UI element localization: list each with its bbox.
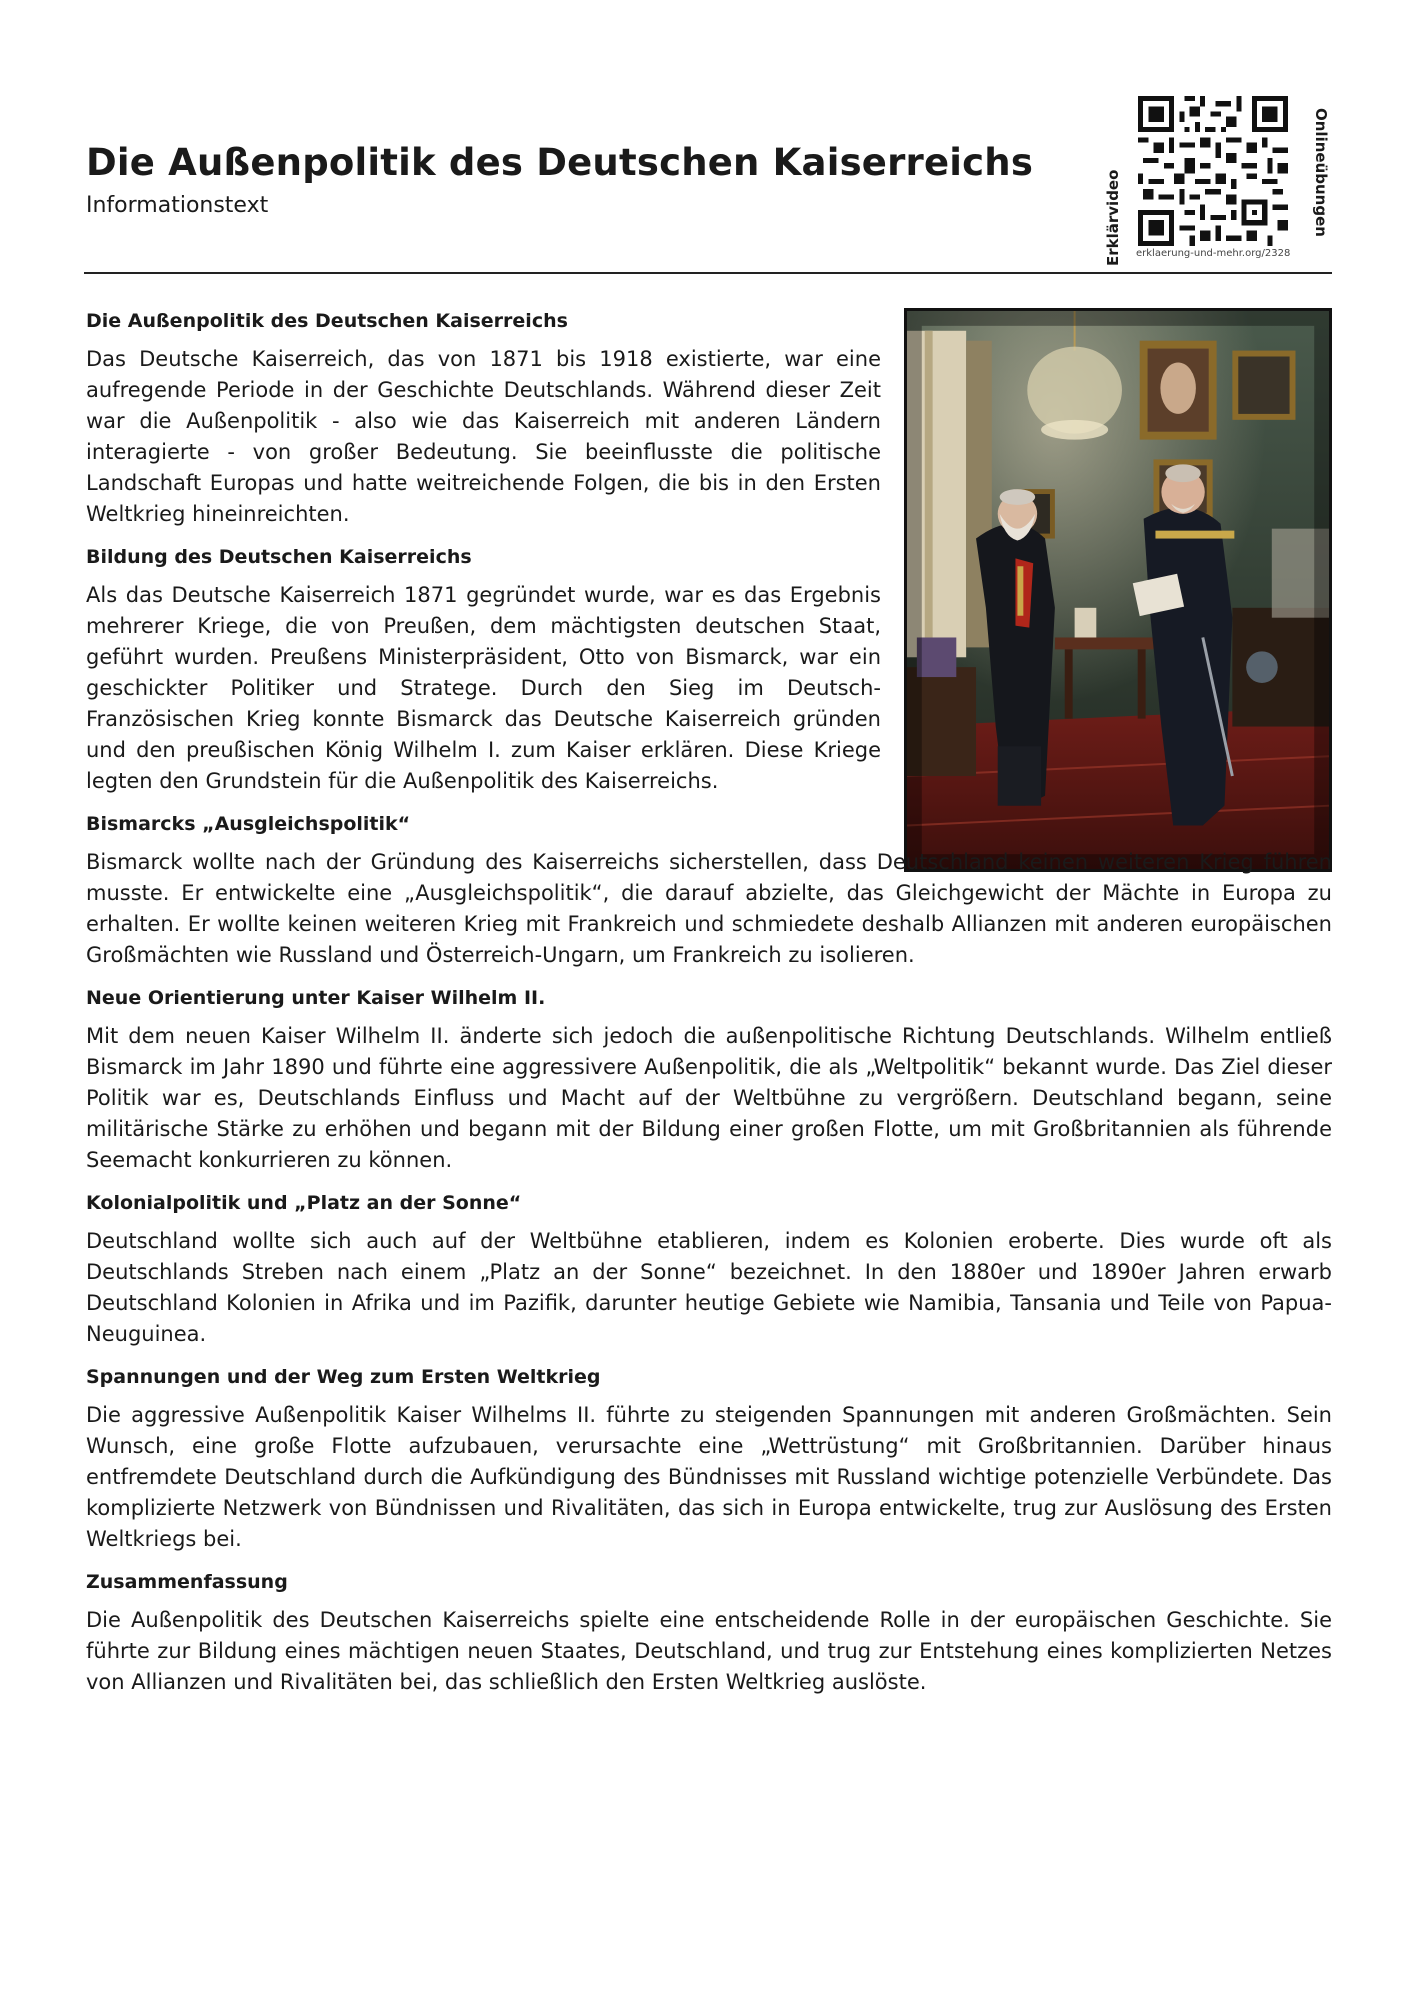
section-text-colonial: Deutschland wollte sich auch auf der Weltbühne etablieren, indem es Kolonien eroberte. Dies wurde oft als Deutschlands Streben nach einem „Platz an der Sonne“ bezeichnet. In den 1880er und 1890er Jahren erwarb Deutschland Kolonien in Afrika und im Pazifik, darunter heutige Gebiete wie Namibia, Tansania und Teile von Papua-Neuguinea.: [86, 1229, 1332, 1346]
page-subtitle: Informationstext: [86, 193, 269, 218]
section-title-summary: Zusammenfassung: [86, 1571, 288, 1593]
page-title: Die Außenpolitik des Deutschen Kaiserreichs: [86, 141, 1034, 184]
qr-exercises-label: Onlineübungen: [1312, 108, 1330, 237]
section-title-wilhelm: Neue Orientierung unter Kaiser Wilhelm II.: [86, 987, 546, 1009]
qr-code-icon[interactable]: [1138, 96, 1288, 246]
section-text-intro: Das Deutsche Kaiserreich, das von 1871 bis 1918 existierte, war eine aufregende Periode in der Geschichte Deutschlands. Während dieser Zeit war die Außenpolitik - also wie das Kaiserreich mit anderen Ländern interagierte - von großer Bedeutung. Sie beeinflusste die politische Landschaft Europas und hatte weitreichende Folgen, die bis in den Ersten Weltkrieg hineinreichten.: [86, 347, 881, 526]
section-title-founding: Bildung des Deutschen Kaiserreichs: [86, 546, 472, 568]
qr-block: [1104, 96, 1334, 266]
section-text-bismarck: Bismarck wollte nach der Gründung des Kaiserreichs sicherstellen, dass Deutschland keinen weiteren Krieg führen musste. Er entwickelte eine „Ausgleichspolitik“, die darauf abzielte, das Gleichgewicht der Mächte in Europa zu erhalten. Er wollte keinen weiteren Krieg mit Frankreich und schmiedete deshalb Allianzen mit anderen europäischen Großmächten wie Russland und Österreich-Ungarn, um Frankreich zu isolieren.: [86, 850, 1332, 967]
section-text-summary: Die Außenpolitik des Deutschen Kaiserreichs spielte eine entscheidende Rolle in der europäischen Geschichte. Sie führte zur Bildung eines mächtigen neuen Staates, Deutschland, und trug zur Entstehung eines komplizierten Netzes von Allianzen und Rivalitäten bei, das schließlich den Ersten Weltkrieg auslöste.: [86, 1608, 1332, 1694]
section-title-intro: Die Außenpolitik des Deutschen Kaiserreichs: [86, 310, 568, 332]
section-title-bismarck: Bismarcks „Ausgleichspolitik“: [86, 813, 411, 835]
section-title-tensions: Spannungen und der Weg zum Ersten Weltkrieg: [86, 1366, 601, 1388]
section-text-founding: Als das Deutsche Kaiserreich 1871 gegründet wurde, war es das Ergebnis mehrerer Kriege, die von Preußen, dem mächtigsten deutschen Staat, geführt wurden. Preußens Ministerpräsident, Otto von Bismarck, war ein geschickter Politiker und Stratege. Durch den Sieg im Deutsch-Französischen Krieg konnte Bismarck das Deutsche Kaiserreich gründen und den preußischen König Wilhelm I. zum Kaiser erklären. Diese Kriege legten den Grundstein für die Außenpolitik des Kaiserreichs.: [86, 583, 881, 793]
qr-url[interactable]: erklaerung-und-mehr.org/2328: [1136, 248, 1291, 259]
section-text-wilhelm: Mit dem neuen Kaiser Wilhelm II. änderte sich jedoch die außenpolitische Richtung Deutschlands. Wilhelm entließ Bismarck im Jahr 1890 und führte eine aggressivere Außenpolitik, die als „Weltpolitik“ bekannt wurde. Das Ziel dieser Politik war es, Deutschlands Einfluss und Macht auf der Weltbühne zu vergrößern. Deutschland begann, seine militärische Stärke zu erhöhen und begann mit der Bildung einer großen Flotte, um mit Großbritannien als führende Seemacht konkurrieren zu können.: [86, 1024, 1332, 1172]
header: [86, 140, 1046, 220]
section-text-tensions: Die aggressive Außenpolitik Kaiser Wilhelms II. führte zu steigenden Spannungen mit anderen Großmächten. Sein Wunsch, eine große Flotte aufzubauen, verursachte eine „Wettrüstung“ mit Großbritannien. Darüber hinaus entfremdete Deutschland durch die Aufkündigung des Bündnisses mit Russland wichtige potenzielle Verbündete. Das komplizierte Netzwerk von Bündnissen und Rivalitäten, das sich in Europa entwickelte, trug zur Auslösung des Ersten Weltkriegs bei.: [86, 1403, 1332, 1551]
section-title-colonial: Kolonialpolitik und „Platz an der Sonne“: [86, 1192, 522, 1214]
qr-video-label: Erklärvideo: [1104, 169, 1122, 266]
main-content: [86, 308, 1332, 1712]
header-divider: [84, 272, 1332, 274]
